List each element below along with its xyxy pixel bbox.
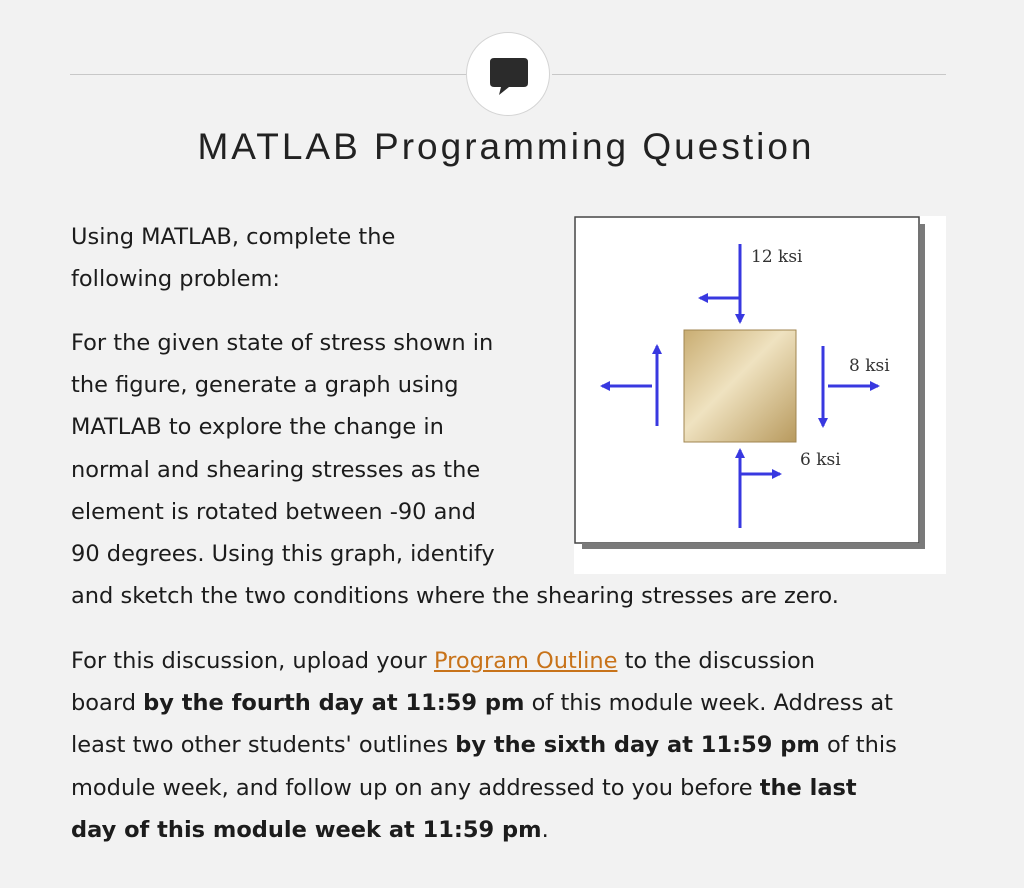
text: of this module week. Address at (524, 690, 893, 717)
problem-line: the figure, generate a graph using (71, 372, 459, 399)
discussion-line-5 (71, 809, 951, 851)
text: . (541, 816, 549, 843)
header-divider-left (70, 74, 468, 75)
text: least two other students' outlines (71, 732, 456, 759)
problem-line: and sketch the two conditions where the shearing stresses are zero. (71, 583, 839, 610)
text: board (71, 690, 144, 717)
text: module week, and follow up on any addressed to you before (71, 774, 760, 801)
discussion-paragraph (71, 640, 951, 851)
deadline-last-day: the last (759, 774, 857, 801)
discussion-badge (466, 32, 550, 116)
deadline-last-day: day of this module week at 11:59 pm (71, 816, 542, 843)
problem-line: element is rotated between -90 and (71, 498, 476, 525)
deadline-sixth-day: by the sixth day at 11:59 pm (455, 732, 820, 759)
deadline-fourth-day: by the fourth day at 11:59 pm (143, 690, 525, 717)
text: of this (819, 732, 897, 759)
label-8-ksi: 8 ksi (849, 356, 890, 376)
text: to the discussion (617, 648, 816, 674)
label-12-ksi: 12 ksi (751, 247, 803, 267)
intro-paragraph (71, 216, 561, 300)
problem-line: For the given state of stress shown in (71, 330, 494, 356)
problem-line: normal and shearing stresses as the (71, 456, 481, 483)
discussion-line-3 (71, 724, 951, 766)
problem-line: 90 degrees. Using this graph, identify (71, 541, 495, 568)
text: For this discussion, upload your (71, 648, 434, 674)
header-divider-right (552, 74, 946, 75)
problem-line: MATLAB to explore the change in (71, 414, 444, 441)
intro-line: Using MATLAB, complete the (71, 224, 396, 250)
discussion-line-4 (71, 767, 951, 809)
label-6-ksi: 6 ksi (800, 450, 841, 470)
discussion-line-1 (71, 640, 951, 682)
speech-bubble-icon (488, 56, 530, 96)
problem-paragraph (71, 322, 951, 617)
page-title: MATLAB Programming Question (197, 126, 815, 167)
discussion-line-2 (71, 682, 951, 724)
intro-line: following problem: (71, 266, 280, 293)
program-outline-link[interactable]: Program Outline (433, 648, 618, 674)
